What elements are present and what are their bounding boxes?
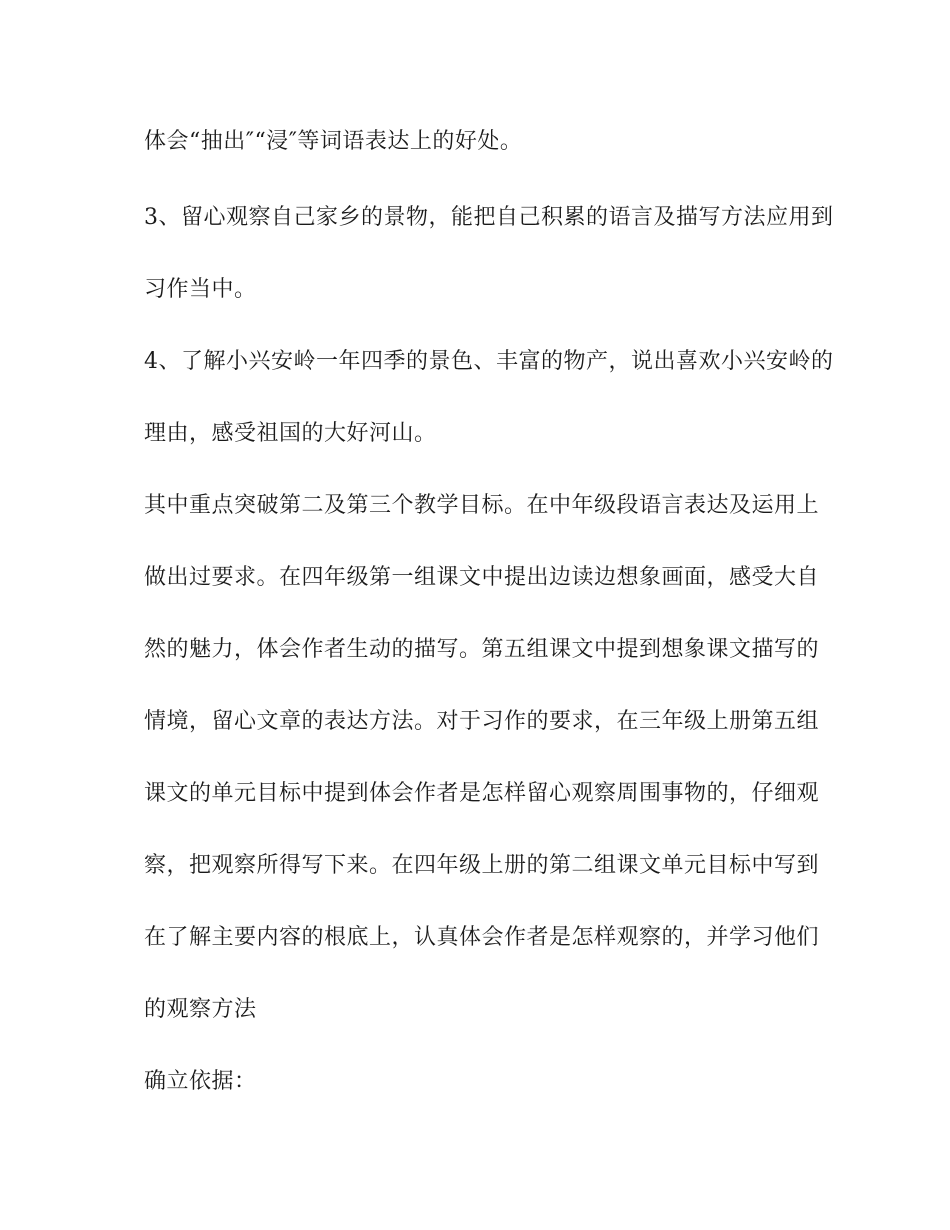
text-line-13: 的观察方法 [144, 997, 257, 1022]
text-line-4: 4、了解小兴安岭一年四季的景色、丰富的物产，说出喜欢小兴安岭的 [144, 349, 834, 374]
text-line-10: 课文的单元目标中提到体会作者是怎样留心观察周围事物的，仔细观 [144, 781, 820, 806]
text-line-11: 察，把观察所得写下来。在四年级上册的第二组课文单元目标中写到 [144, 853, 820, 878]
section-heading: 确立依据： [144, 1069, 257, 1094]
text-line-5: 理由，感受祖国的大好河山。 [144, 421, 437, 446]
text-line-2: 3、留心观察自己家乡的景物，能把自己积累的语言及描写方法应用到 [144, 205, 834, 230]
text-line-3: 习作当中。 [144, 277, 257, 302]
text-line-8: 然的魅力，体会作者生动的描写。第五组课文中提到想象课文描写的 [144, 637, 820, 662]
text-line-7: 做出过要求。在四年级第一组课文中提出边读边想象画面，感受大自 [144, 565, 820, 590]
text-line-6: 其中重点突破第二及第三个教学目标。在中年级段语言表达及运用上 [144, 493, 820, 518]
text-line-12: 在了解主要内容的根底上，认真体会作者是怎样观察的，并学习他们 [144, 925, 820, 950]
text-line-9: 情境，留心文章的表达方法。对于习作的要求，在三年级上册第五组 [144, 709, 820, 734]
text-line-1: 体会“抽出″“浸″等词语表达上的好处。 [144, 129, 523, 154]
